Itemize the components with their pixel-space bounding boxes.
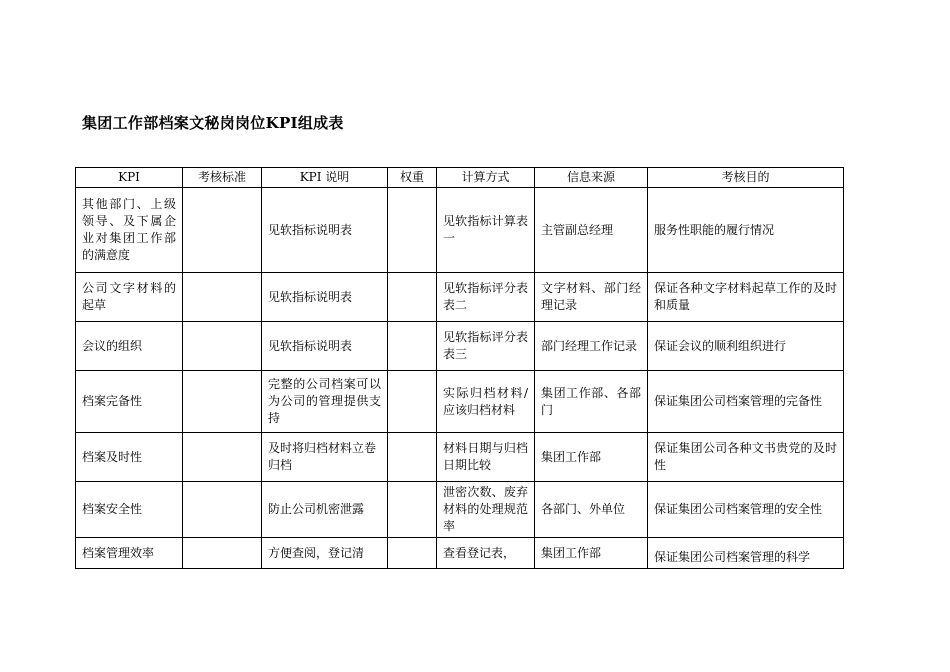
table-row	[76, 322, 844, 371]
cell-weight	[388, 273, 437, 322]
cell-standard	[183, 322, 262, 371]
cell-calculation: 见软指标计算表一	[437, 188, 535, 273]
cell-description: 及时将归档材料立卷归档	[262, 433, 388, 482]
table-row	[76, 371, 844, 433]
cell-weight	[388, 482, 437, 538]
cell-weight	[388, 538, 437, 569]
cell-kpi: 档案完备性	[76, 371, 183, 433]
cell-kpi: 档案安全性	[76, 482, 183, 538]
cell-calculation: 见软指标评分表表二	[437, 273, 535, 322]
cell-source: 文字材料、部门经理记录	[535, 273, 648, 322]
cell-source: 集团工作部、各部门	[535, 371, 648, 433]
cell-description: 见软指标说明表	[262, 322, 388, 371]
cell-purpose: 服务性职能的履行情况	[648, 188, 844, 273]
header-purpose: 考核目的	[648, 168, 844, 188]
cell-standard	[183, 188, 262, 273]
cell-kpi: 档案管理效率	[76, 538, 183, 569]
cell-standard	[183, 433, 262, 482]
cell-kpi: 公司文字材料的起草	[76, 273, 183, 322]
cell-purpose: 保证集团公司档案管理的科学	[648, 538, 844, 569]
cell-purpose: 保证集团公司各种文书贵党的及时性	[648, 433, 844, 482]
kpi-table	[75, 167, 844, 569]
cell-calculation: 材料日期与归档日期比较	[437, 433, 535, 482]
cell-source: 主管副总经理	[535, 188, 648, 273]
cell-description: 防止公司机密泄露	[262, 482, 388, 538]
cell-standard	[183, 273, 262, 322]
table-header-row	[76, 168, 844, 188]
cell-weight	[388, 322, 437, 371]
cell-calculation: 查看登记表，	[437, 538, 535, 569]
cell-weight	[388, 371, 437, 433]
cell-standard	[183, 538, 262, 569]
header-weight: 权重	[388, 168, 437, 188]
cell-description: 方便查阅，登记清	[262, 538, 388, 569]
header-calculation: 计算方式	[437, 168, 535, 188]
cell-kpi: 会议的组织	[76, 322, 183, 371]
table-row	[76, 433, 844, 482]
document-title: 集团工作部档案文秘岗岗位KPI组成表	[82, 114, 344, 132]
cell-source: 集团工作部	[535, 538, 648, 569]
cell-kpi: 其他部门、上级领导、及下属企业对集团工作部的满意度	[76, 188, 183, 273]
table-row	[76, 188, 844, 273]
cell-purpose: 保证集团公司档案管理的安全性	[648, 482, 844, 538]
cell-description: 完整的公司档案可以为公司的管理提供支持	[262, 371, 388, 433]
cell-standard	[183, 482, 262, 538]
table-row	[76, 482, 844, 538]
cell-calculation: 泄密次数、废弃材料的处理规范率	[437, 482, 535, 538]
cell-calculation: 实际归档材料/应该归档材料	[437, 371, 535, 433]
cell-description: 见软指标说明表	[262, 188, 388, 273]
cell-purpose: 保证会议的顺利组织进行	[648, 322, 844, 371]
cell-source: 部门经理工作记录	[535, 322, 648, 371]
cell-description: 见软指标说明表	[262, 273, 388, 322]
cell-calculation: 见软指标评分表表三	[437, 322, 535, 371]
cell-weight	[388, 433, 437, 482]
header-source: 信息来源	[535, 168, 648, 188]
cell-purpose: 保证集团公司档案管理的完备性	[648, 371, 844, 433]
cell-source: 集团工作部	[535, 433, 648, 482]
header-description: KPI 说明	[262, 168, 388, 188]
cell-kpi: 档案及时性	[76, 433, 183, 482]
cell-standard	[183, 371, 262, 433]
cell-source: 各部门、外单位	[535, 482, 648, 538]
header-kpi: KPI	[76, 168, 183, 188]
table-row	[76, 273, 844, 322]
table-row	[76, 538, 844, 569]
cell-purpose: 保证各种文字材料起草工作的及时和质量	[648, 273, 844, 322]
cell-weight	[388, 188, 437, 273]
header-standard: 考核标准	[183, 168, 262, 188]
